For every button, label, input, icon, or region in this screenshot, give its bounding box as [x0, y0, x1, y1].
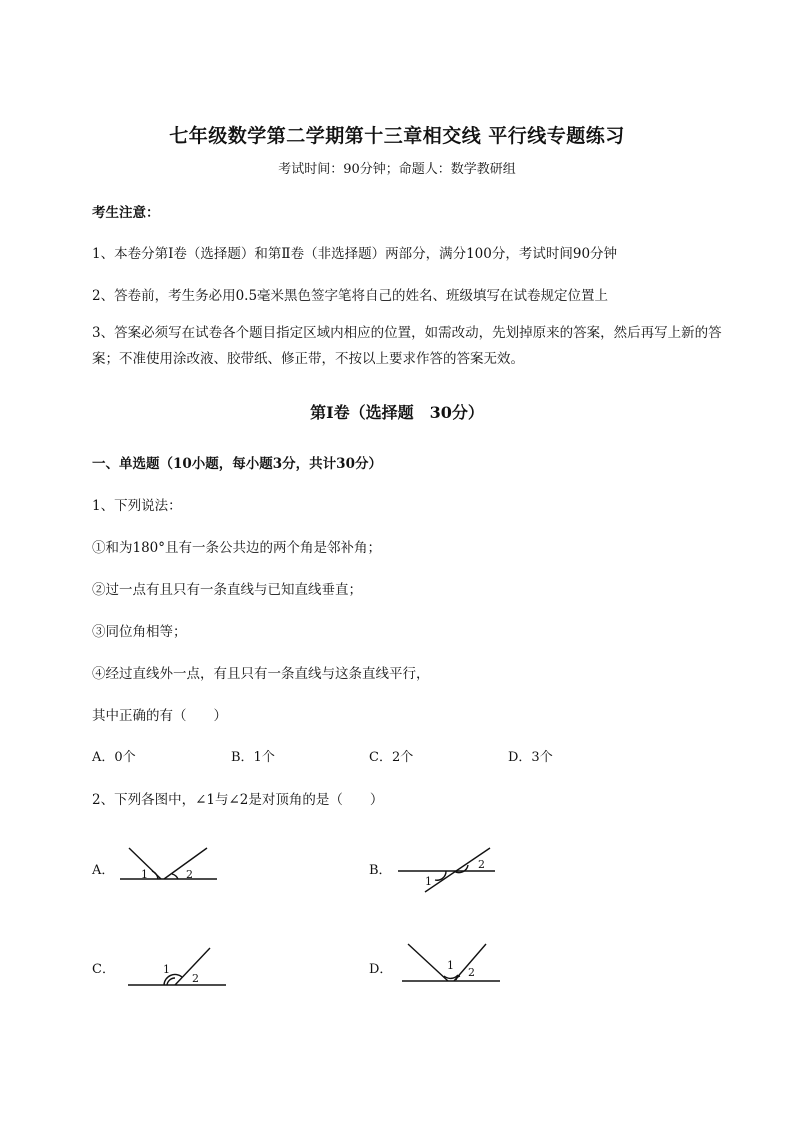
question-2-option-b-label[interactable]: B．	[369, 863, 392, 878]
question-2-figure-d	[396, 938, 506, 988]
page-title: 七年级数学第二学期第十三章相交线 平行线专题练习	[169, 125, 625, 147]
question-1-ask: 其中正确的有（ ）	[92, 708, 227, 724]
angle-1-label: 1	[163, 963, 170, 976]
notice-heading: 考生注意：	[92, 205, 160, 221]
notice-item-1: 1、本卷分第Ⅰ卷（选择题）和第Ⅱ卷（非选择题）两部分，满分100分，考试时间90分钟	[92, 246, 618, 262]
question-1-statement-3: ③同位角相等；	[92, 624, 187, 640]
question-1-statement-1: ①和为180°且有一条公共边的两个角是邻补角；	[92, 540, 382, 556]
question-1-option-b[interactable]: B．1个	[231, 750, 275, 765]
angle-1-label: 1	[141, 868, 148, 881]
question-1-option-a[interactable]: A．0个	[92, 750, 136, 765]
question-1-option-c[interactable]: C．2个	[369, 750, 414, 765]
question-2-option-c-label[interactable]: C．	[92, 962, 115, 977]
part-heading: 一、单选题（10小题，每小题3分，共计30分）	[92, 456, 382, 472]
angle-2-label: 2	[186, 868, 193, 881]
question-2-figure-c	[120, 940, 230, 992]
exam-info: 考试时间：90分钟；命题人：数学教研组	[278, 162, 516, 177]
question-2-stem: 2、下列各图中，∠1与∠2是对顶角的是（ ）	[92, 792, 384, 808]
angle-1-label: 1	[425, 875, 432, 888]
notice-item-2: 2、答卷前，考生务必用0.5毫米黑色签字笔将自己的姓名、班级填写在试卷规定位置上	[92, 288, 609, 304]
question-2-option-d-label[interactable]: D．	[369, 962, 393, 977]
angle-2-label: 2	[468, 966, 475, 979]
angle-2-label: 2	[478, 858, 485, 871]
angle-1-label: 1	[447, 959, 454, 972]
question-1-stem: 1、下列说法：	[92, 498, 182, 514]
angle-2-label: 2	[192, 972, 199, 985]
question-1-statement-2: ②过一点有且只有一条直线与已知直线垂直；	[92, 582, 362, 598]
notice-item-3: 3、答案必须写在试卷各个题目指定区域内相应的位置，如需改动，先划掉原来的答案，然后再写上新的答案；不准使用涂改液、胶带纸、修正带，不按以上要求作答的答案无效。	[92, 325, 722, 367]
question-2-option-a-label[interactable]: A．	[92, 863, 115, 878]
question-2-figure-b	[390, 838, 500, 896]
question-1-option-d[interactable]: D．3个	[508, 750, 553, 765]
question-1-statement-4: ④经过直线外一点，有且只有一条直线与这条直线平行，	[92, 666, 430, 682]
question-2-figure-a	[112, 838, 222, 888]
section-title: 第Ⅰ卷（选择题 30分）	[310, 403, 484, 422]
